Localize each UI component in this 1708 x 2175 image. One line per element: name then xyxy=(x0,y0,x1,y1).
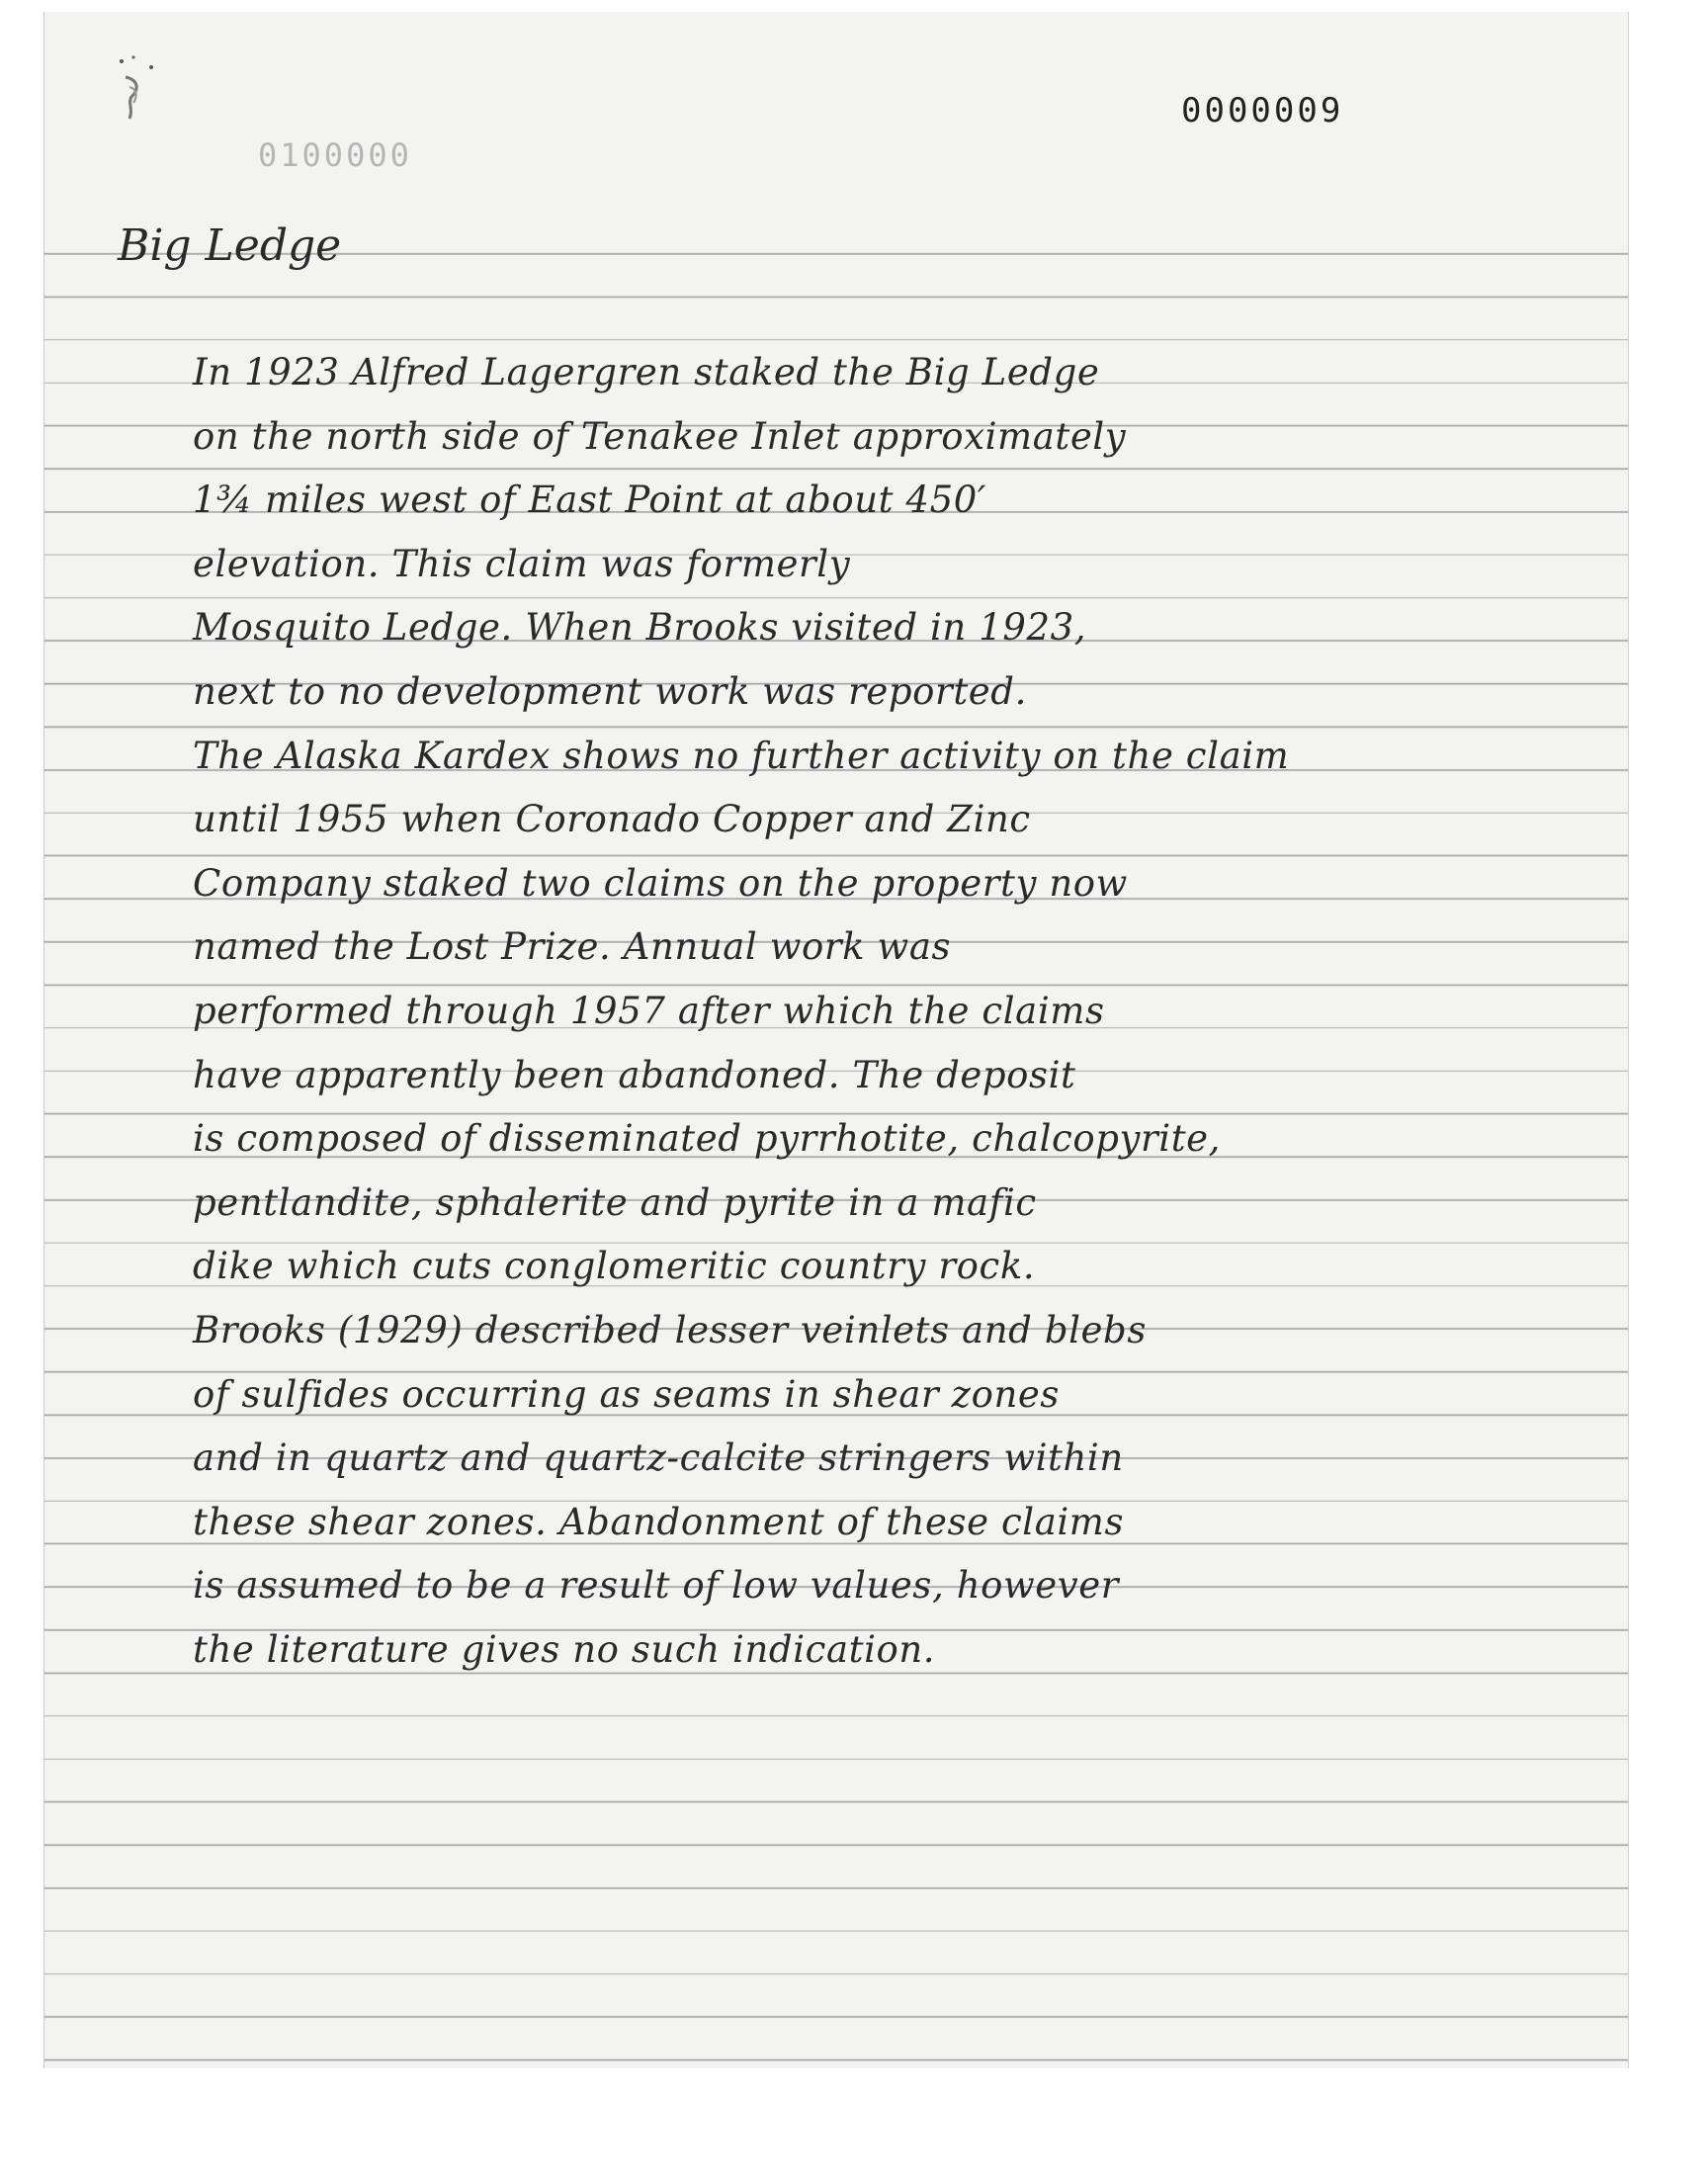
notebook-page xyxy=(43,12,1629,2068)
text-line: have apparently been abandoned. The deposit xyxy=(193,1053,1076,1096)
text-line: performed through 1957 after which the claims xyxy=(193,989,1105,1032)
text-line: dike which cuts conglomeritic country rock. xyxy=(193,1245,1036,1288)
punch-mark-icon xyxy=(108,47,167,127)
text-line: pentlandite, sphalerite and pyrite in a mafic xyxy=(193,1180,1037,1224)
text-line: next to no development work was reported. xyxy=(193,669,1027,713)
faint-document-number: 0100000 xyxy=(258,136,412,174)
text-line: these shear zones. Abandonment of these claims xyxy=(193,1500,1125,1543)
text-line: is assumed to be a result of low values, however xyxy=(193,1564,1120,1608)
text-line: of sulfides occurring as seams in shear zones xyxy=(193,1372,1060,1416)
text-line: named the Lost Prize. Annual work was xyxy=(193,925,952,969)
handwritten-body xyxy=(193,344,1577,1685)
text-line: elevation. This claim was formerly xyxy=(193,542,851,585)
page-header-area xyxy=(44,12,1628,210)
text-line: and in quartz and quartz-calcite stringers within xyxy=(193,1436,1124,1480)
text-line: is composed of disseminated pyrrhotite, chalcopyrite, xyxy=(193,1117,1222,1161)
text-line: The Alaska Kardex shows no further activity on the claim xyxy=(193,734,1290,777)
text-line: Brooks (1929) described lesser veinlets and blebs xyxy=(193,1308,1147,1351)
document-number: 0000009 xyxy=(1181,91,1344,130)
page-title: Big Ledge xyxy=(118,220,342,271)
text-line: In 1923 Alfred Lagergren staked the Big Ledge xyxy=(193,351,1100,393)
text-line: Mosquito Ledge. When Brooks visited in 1923, xyxy=(193,606,1087,650)
text-line: Company staked two claims on the property now xyxy=(193,861,1128,905)
text-line: until 1955 when Coronado Copper and Zinc xyxy=(193,798,1031,841)
text-line: the literature gives no such indication. xyxy=(193,1627,936,1671)
text-line: 1¾ miles west of East Point at about 450′ xyxy=(193,478,986,522)
text-line: on the north side of Tenakee Inlet approximately xyxy=(193,414,1127,458)
